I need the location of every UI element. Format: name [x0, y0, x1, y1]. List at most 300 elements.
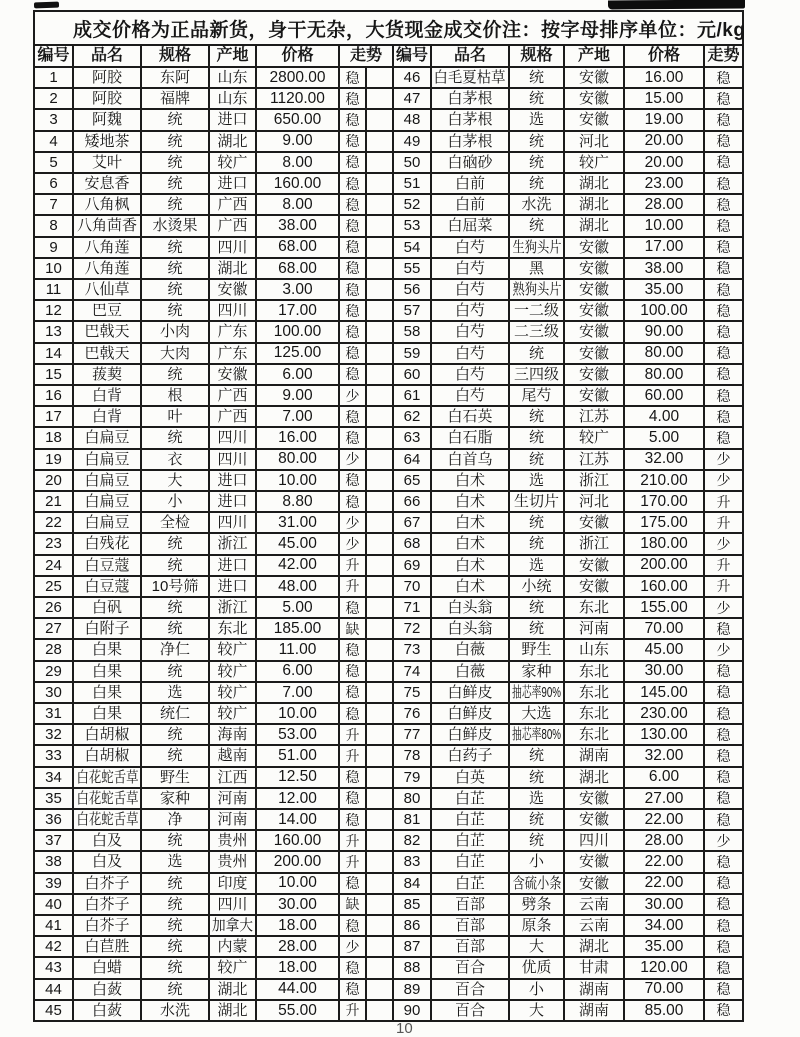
cell-text: 统 [167, 959, 183, 977]
cell-text: 145.00 [640, 683, 688, 701]
cell-text: 210.00 [640, 471, 688, 489]
trend-cell [340, 280, 367, 301]
price-cell [625, 471, 705, 492]
cell-text: 水洗 [159, 1001, 190, 1019]
cell-text: 统 [167, 662, 183, 680]
cell-text: 31 [45, 705, 62, 723]
spec-cell [142, 322, 210, 343]
cell-text: 稳 [716, 133, 731, 150]
row-number-cell [35, 958, 74, 979]
cell-text: 安徽 [578, 259, 609, 277]
origin-cell [565, 534, 625, 555]
cell-text: 稳 [345, 281, 360, 298]
trend-cell [705, 556, 744, 577]
trend-cell [340, 68, 367, 89]
cell-text: 14 [45, 344, 62, 362]
cell-text: 30.00 [278, 895, 317, 913]
cell-text: 35.00 [644, 938, 684, 956]
trend-cell [340, 662, 367, 683]
spacer-cell [367, 1001, 394, 1022]
cell-text: 稳 [716, 853, 731, 870]
spec-cell [142, 556, 210, 577]
page-title: 成交价格为正品新货，身干无杂，大货现金成交价 [73, 19, 503, 41]
row-number-cell [35, 428, 74, 449]
cell-text: 广东 [217, 323, 248, 341]
spec-cell [510, 619, 565, 640]
row-number-cell [35, 598, 74, 619]
row-number-cell [35, 280, 74, 301]
row-number-cell [394, 598, 432, 619]
product-name-cell [74, 619, 142, 640]
row-number-cell [35, 238, 74, 259]
cell-text: 浙江 [217, 535, 248, 553]
origin-cell [565, 831, 625, 852]
spec-cell [510, 598, 565, 619]
trend-cell [705, 513, 744, 534]
cell-text: 白芥子 [84, 917, 130, 935]
product-name-cell [432, 153, 510, 174]
price-cell [257, 937, 340, 958]
spec-cell [142, 789, 210, 810]
cell-text: 白鲜皮 [447, 726, 493, 744]
cell-text: 80.00 [644, 365, 684, 383]
origin-cell [210, 216, 257, 237]
origin-cell [210, 492, 257, 513]
origin-cell [210, 280, 257, 301]
cell-text: 白花蛇舌草 [75, 811, 139, 829]
spec-cell [142, 132, 210, 153]
origin-cell [565, 492, 625, 513]
cell-text: 71 [403, 599, 421, 617]
price-cell [625, 68, 705, 89]
product-name-cell [74, 789, 142, 810]
spec-cell [142, 365, 210, 386]
cell-text: 120.00 [640, 959, 688, 977]
spacer-cell [367, 195, 394, 216]
cell-text: 白果 [91, 683, 122, 701]
cell-text: 四川 [578, 832, 609, 850]
cell-text: 价格 [281, 47, 314, 64]
price-cell [625, 662, 705, 683]
col-header-number [394, 46, 432, 68]
spacer-cell [367, 450, 394, 471]
cell-text: 稳 [345, 599, 360, 616]
product-name-cell [74, 810, 142, 831]
price-cell [257, 704, 340, 725]
product-name-cell [74, 238, 142, 259]
trend-cell [705, 132, 744, 153]
scan-artifact-top-right [608, 0, 745, 9]
origin-cell [565, 428, 625, 449]
cell-text: 84 [403, 874, 421, 892]
spec-cell [510, 852, 565, 873]
spec-cell [142, 301, 210, 322]
spec-cell [510, 386, 565, 407]
cell-text: 16.00 [644, 68, 684, 86]
cell-text: 白芍 [454, 281, 485, 299]
cell-text: 安徽 [578, 238, 609, 256]
cell-text: 10.00 [644, 217, 684, 235]
cell-text: 少 [716, 599, 731, 616]
cell-text: 湖北 [578, 217, 609, 235]
cell-text: 白术 [454, 577, 485, 595]
price-cell [257, 89, 340, 110]
cell-text: 湖南 [578, 747, 609, 765]
row-number-cell [394, 1001, 432, 1022]
product-name-cell [74, 725, 142, 746]
product-name-cell [432, 534, 510, 555]
row-number-cell [35, 1001, 74, 1022]
cell-text: 6 [49, 175, 58, 193]
spacer-cell [367, 386, 394, 407]
price-cell [625, 132, 705, 153]
row-number-cell [35, 153, 74, 174]
cell-text: 升 [716, 557, 731, 574]
trend-cell [705, 937, 744, 958]
spacer-cell [367, 513, 394, 534]
cell-text: 山东 [217, 90, 248, 108]
cell-text: 稳 [716, 981, 731, 998]
spacer-cell [367, 810, 394, 831]
origin-cell [210, 301, 257, 322]
cell-text: 69 [403, 556, 421, 574]
cell-text: 稳 [716, 684, 731, 701]
spec-cell [510, 640, 565, 661]
origin-cell [210, 619, 257, 640]
cell-text: 37 [45, 832, 62, 850]
product-name-cell [74, 428, 142, 449]
cell-text: 湖北 [578, 175, 609, 193]
spacer-cell [367, 89, 394, 110]
cell-text: 白芷 [454, 789, 485, 807]
product-name-cell [74, 852, 142, 873]
price-cell [257, 874, 340, 895]
origin-cell [565, 280, 625, 301]
cell-text: 13 [45, 323, 62, 341]
cell-text: 17.00 [644, 238, 684, 256]
row-number-cell [35, 174, 74, 195]
spec-cell [142, 640, 210, 661]
trend-cell [340, 768, 367, 789]
row-number-cell [394, 810, 432, 831]
cell-text: 170.00 [640, 492, 688, 510]
origin-cell [210, 640, 257, 661]
cell-text: 贵州 [217, 853, 248, 871]
cell-text: 稳 [716, 663, 731, 680]
cell-text: 进口 [217, 471, 248, 489]
price-cell [625, 725, 705, 746]
cell-text: 2800.00 [269, 68, 326, 86]
cell-text: 升 [716, 493, 731, 510]
cell-text: 阿胶 [91, 69, 122, 87]
cell-text: 40 [45, 895, 62, 913]
spec-cell [142, 492, 210, 513]
spec-cell [510, 132, 565, 153]
origin-cell [210, 874, 257, 895]
trend-cell [340, 683, 367, 704]
price-table-left [33, 44, 394, 1022]
product-name-cell [74, 280, 142, 301]
cell-text: 73 [403, 641, 421, 659]
price-cell [257, 280, 340, 301]
cell-text: 17 [45, 408, 62, 426]
row-number-cell [35, 216, 74, 237]
cell-text: 进口 [217, 111, 248, 129]
row-number-cell [394, 89, 432, 110]
spec-cell [510, 789, 565, 810]
spec-cell [142, 683, 210, 704]
cell-text: 23 [45, 535, 62, 553]
price-cell [257, 301, 340, 322]
cell-text: 价格 [647, 47, 680, 64]
cell-text: 白芷 [454, 874, 485, 892]
trend-cell [340, 958, 367, 979]
product-name-cell [74, 746, 142, 767]
product-name-cell [74, 301, 142, 322]
cell-text: 稳 [345, 472, 360, 489]
cell-text: 大 [167, 471, 183, 489]
origin-cell [565, 238, 625, 259]
spec-cell [510, 238, 565, 259]
price-cell [625, 238, 705, 259]
cell-text: 18.00 [278, 916, 317, 934]
spec-cell [510, 556, 565, 577]
cell-text: 10.00 [278, 874, 317, 892]
spec-cell [142, 259, 210, 280]
row-number-cell [35, 916, 74, 937]
spacer-cell [367, 259, 394, 280]
cell-text: 选 [528, 471, 544, 489]
cell-text: 稳 [716, 938, 731, 955]
cell-text: 山东 [217, 69, 248, 87]
spec-cell [510, 428, 565, 449]
cell-text: 白毛夏枯草 [433, 69, 506, 87]
cell-text: 安徽 [217, 365, 248, 383]
origin-cell [565, 789, 625, 810]
row-number-cell [394, 534, 432, 555]
origin-cell [565, 598, 625, 619]
cell-text: 稳 [716, 1002, 731, 1019]
cell-text: 少 [716, 451, 731, 468]
trend-cell [705, 1001, 744, 1022]
cell-text: 较广 [578, 429, 609, 447]
origin-cell [210, 831, 257, 852]
spec-cell [142, 534, 210, 555]
sort-note: 注：按字母排序 [502, 19, 639, 41]
price-cell [625, 746, 705, 767]
row-number-cell [394, 386, 432, 407]
cell-text: 升 [345, 853, 360, 870]
product-name-cell [74, 174, 142, 195]
cell-text: 少 [345, 514, 360, 531]
cell-text: 55.00 [278, 1001, 317, 1019]
spec-cell [142, 577, 210, 598]
cell-text: 75 [403, 683, 421, 701]
price-cell [625, 895, 705, 916]
cell-text: 统 [528, 811, 544, 829]
spacer-cell [367, 831, 394, 852]
trend-cell [705, 577, 744, 598]
cell-text: 白附子 [84, 620, 130, 638]
cell-text: 较广 [217, 683, 248, 701]
cell-text: 白茅根 [447, 90, 493, 108]
price-cell [257, 895, 340, 916]
spacer-cell [367, 916, 394, 937]
cell-text: 矮地茶 [84, 132, 130, 150]
product-name-cell [74, 216, 142, 237]
cell-text: 白果 [91, 662, 122, 680]
row-number-cell [394, 725, 432, 746]
cell-text: 统 [167, 726, 183, 744]
cell-text: 30.00 [644, 662, 684, 680]
price-cell [257, 407, 340, 428]
cell-text: 安徽 [578, 111, 609, 129]
cell-text: 稳 [716, 811, 731, 828]
cell-text: 安徽 [578, 853, 609, 871]
spec-cell [510, 937, 565, 958]
cell-text: 白果 [91, 641, 122, 659]
origin-cell [565, 683, 625, 704]
trend-cell [340, 916, 367, 937]
cell-text: 选 [167, 853, 183, 871]
product-name-cell [432, 725, 510, 746]
cell-text: 少 [345, 938, 360, 955]
cell-text: 浙江 [578, 535, 609, 553]
cell-text: 升 [345, 578, 360, 595]
spec-cell [142, 89, 210, 110]
col-header-price [257, 46, 340, 68]
cell-text: 进口 [217, 493, 248, 511]
row-number-cell [35, 195, 74, 216]
cell-text: 白苣胜 [84, 938, 130, 956]
cell-text: 统 [528, 175, 544, 193]
origin-cell [565, 980, 625, 1001]
cell-text: 四川 [217, 514, 248, 532]
cell-text: 稳 [345, 111, 360, 128]
price-cell [625, 492, 705, 513]
product-name-cell [74, 916, 142, 937]
spec-cell [142, 280, 210, 301]
trend-cell [340, 937, 367, 958]
origin-cell [565, 874, 625, 895]
cell-text: 大肉 [159, 344, 190, 362]
cell-text: 稳 [716, 747, 731, 764]
cell-text: 稳 [345, 917, 360, 934]
price-cell [625, 386, 705, 407]
cell-text: 编号 [37, 47, 70, 64]
row-number-cell [394, 132, 432, 153]
trend-cell [340, 1001, 367, 1022]
cell-text: 70.00 [644, 620, 684, 638]
cell-text: 70.00 [644, 980, 684, 998]
row-number-cell [35, 534, 74, 555]
cell-text: 白残花 [84, 535, 130, 553]
cell-text: 白术 [454, 493, 485, 511]
trend-cell [705, 195, 744, 216]
col-header-number [35, 46, 74, 68]
product-name-cell [432, 852, 510, 873]
cell-text: 白芷 [454, 811, 485, 829]
row-number-cell [394, 916, 432, 937]
origin-cell [565, 471, 625, 492]
spec-cell [510, 153, 565, 174]
cell-text: 衣 [167, 450, 183, 468]
row-number-cell [35, 725, 74, 746]
price-tables [33, 44, 744, 1022]
trend-cell [340, 534, 367, 555]
cell-text: 稳 [345, 239, 360, 256]
trend-cell [705, 980, 744, 1001]
spec-cell [142, 513, 210, 534]
product-name-cell [432, 195, 510, 216]
cell-text: 八角枫 [84, 196, 130, 214]
origin-cell [210, 895, 257, 916]
cell-text: 7.00 [282, 408, 313, 426]
product-name-cell [74, 513, 142, 534]
cell-text: 东北 [578, 599, 609, 617]
spacer-cell [367, 683, 394, 704]
row-number-cell [394, 492, 432, 513]
spec-cell [142, 68, 210, 89]
origin-cell [565, 344, 625, 365]
price-cell [257, 746, 340, 767]
cell-text: 38 [45, 853, 62, 871]
cell-text: 白芷 [454, 853, 485, 871]
cell-text: 21 [45, 493, 62, 511]
product-name-cell [74, 386, 142, 407]
cell-text: 6.00 [282, 365, 313, 383]
cell-text: 小 [167, 493, 183, 511]
cell-text: 稳 [345, 429, 360, 446]
product-name-cell [432, 810, 510, 831]
row-number-cell [35, 471, 74, 492]
row-number-cell [35, 322, 74, 343]
cell-text: 劈条 [521, 895, 552, 913]
price-cell [625, 322, 705, 343]
row-number-cell [35, 895, 74, 916]
row-number-cell [394, 216, 432, 237]
cell-text: 四川 [217, 450, 248, 468]
cell-text: 42 [45, 938, 62, 956]
origin-cell [210, 471, 257, 492]
row-number-cell [394, 259, 432, 280]
spec-cell [510, 195, 565, 216]
row-number-cell [35, 344, 74, 365]
trend-cell [705, 110, 744, 131]
price-cell [625, 344, 705, 365]
trend-cell [705, 407, 744, 428]
trend-cell [705, 725, 744, 746]
row-number-cell [35, 450, 74, 471]
cell-text: 66 [403, 493, 421, 511]
spec-cell [142, 662, 210, 683]
price-cell [257, 174, 340, 195]
cell-text: 四川 [217, 302, 248, 320]
price-cell [625, 831, 705, 852]
spec-cell [142, 598, 210, 619]
row-number-cell [394, 852, 432, 873]
cell-text: 统 [528, 768, 544, 786]
cell-text: 优质 [521, 959, 552, 977]
spec-cell [142, 937, 210, 958]
spec-cell [510, 89, 565, 110]
cell-text: 稳 [345, 260, 360, 277]
cell-text: 升 [345, 832, 360, 849]
cell-text: 4.00 [648, 408, 680, 426]
row-number-cell [35, 810, 74, 831]
row-number-cell [394, 619, 432, 640]
origin-cell [565, 640, 625, 661]
